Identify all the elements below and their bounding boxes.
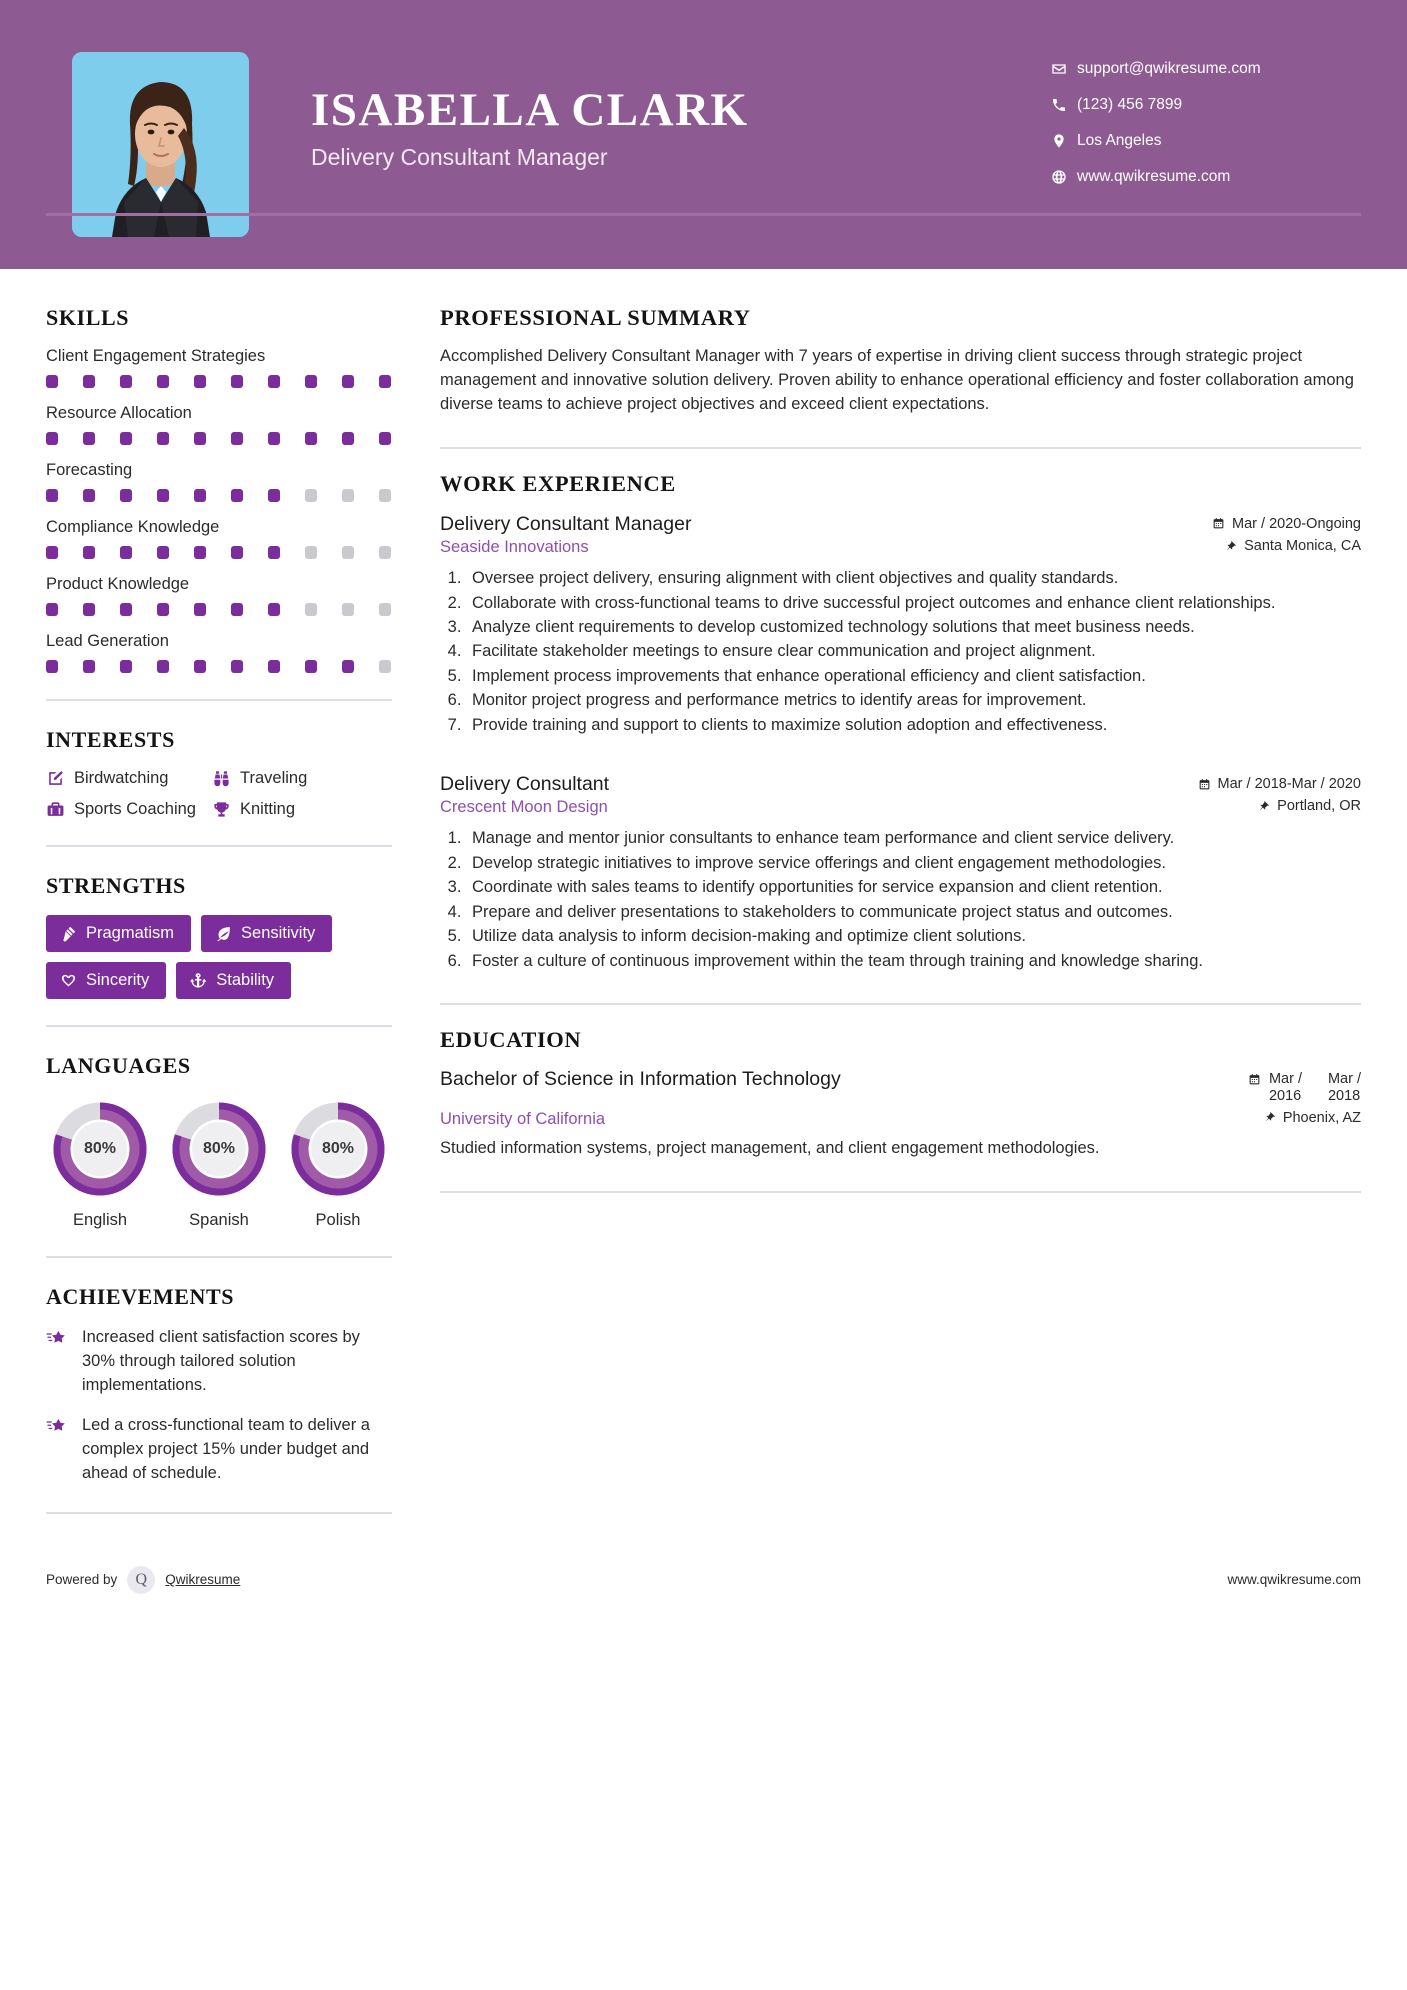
education-start-line1: Mar / [1268, 1071, 1302, 1087]
footer-branding [46, 1566, 240, 1594]
skill-name: Resource Allocation [46, 404, 192, 422]
skill-dot-filled [46, 489, 58, 502]
interest-label: Birdwatching [74, 769, 169, 787]
job-dates-text: Mar / 2020-Ongoing [1232, 515, 1361, 532]
star-burst-icon-wrap [46, 1414, 82, 1486]
interest-item [212, 769, 392, 788]
interests-list [46, 769, 392, 819]
job-bullet: 6. Foster a culture of continuous improvement within the team through training and knowledge sharing. [466, 950, 1361, 973]
skill-dot-filled [120, 660, 132, 673]
skill-dot-filled [268, 546, 280, 559]
skill-dot-filled [46, 546, 58, 559]
contact-phone[interactable] [1051, 96, 1351, 114]
calendar-icon [1212, 517, 1225, 530]
contact-website-text: www.qwikresume.com [1077, 168, 1231, 185]
language-item [167, 1099, 271, 1230]
job-bullet: 4. Prepare and deliver presentations to stakeholders to communicate project status and outcomes. [466, 901, 1361, 924]
education-end-line1: Mar / [1327, 1071, 1361, 1087]
skill-dot-filled [231, 489, 243, 502]
interest-item [212, 800, 392, 819]
divider [46, 1512, 392, 1514]
skill-dot-filled [83, 375, 95, 388]
pin-icon [1257, 800, 1270, 813]
contact-email-text: support@qwikresume.com [1077, 60, 1261, 77]
job-meta [1212, 511, 1361, 532]
education-location [1263, 1110, 1361, 1126]
skill-dot-filled [83, 603, 95, 616]
strength-label: Sincerity [86, 971, 150, 989]
education-section [440, 1027, 1361, 1161]
divider [440, 1003, 1361, 1005]
job-bullet: 7. Provide training and support to clients to maximize solution adoption and effectiveness. [466, 714, 1361, 737]
work-experience-title: WORK EXPERIENCE [440, 470, 676, 496]
skill-dot-filled [379, 375, 391, 388]
pin-icon [1224, 540, 1237, 553]
skill-rating [46, 660, 392, 673]
interests-section [46, 727, 392, 819]
education-start-line2: 2016 [1268, 1088, 1302, 1105]
job-bullet-list [440, 827, 1361, 973]
skill-rating [46, 432, 392, 445]
divider [440, 447, 1361, 449]
contact-location [1051, 132, 1351, 150]
job-header [440, 511, 1361, 536]
job-company[interactable]: Seaside Innovations [440, 538, 589, 557]
divider [440, 1191, 1361, 1193]
strength-label: Stability [216, 971, 275, 989]
job-dates [1198, 776, 1361, 792]
star-burst-icon-wrap [46, 1326, 82, 1398]
trophy-icon [212, 800, 231, 819]
skill-item [46, 575, 392, 616]
job-dates [1212, 516, 1361, 532]
job-dates-text: Mar / 2018-Mar / 2020 [1217, 776, 1361, 793]
skill-dot-filled [157, 489, 169, 502]
skill-dot-filled [46, 660, 58, 673]
strength-label: Pragmatism [86, 924, 175, 942]
education-dates [1248, 1067, 1361, 1106]
job-bullet: 1. Oversee project delivery, ensuring alignment with client objectives and quality standards. [466, 567, 1361, 590]
education-school[interactable]: University of California [440, 1109, 606, 1128]
main-column [400, 269, 1407, 1540]
skill-dot-filled [83, 432, 95, 445]
strength-chip [201, 915, 332, 952]
skill-dot-filled [46, 603, 58, 616]
strength-chip [46, 962, 166, 999]
trophy-icon-wrap [212, 800, 240, 819]
interest-label: Traveling [240, 769, 308, 787]
strengths-title: STRENGTHS [46, 873, 186, 898]
job-location [1224, 538, 1361, 554]
binoculars-icon [212, 769, 231, 788]
language-percent: 80% [83, 1140, 117, 1157]
job-header [440, 771, 1361, 796]
job-bullet-list [440, 567, 1361, 737]
summary-text: Accomplished Delivery Consultant Manager with 7 years of expertise in driving client success through strategic project management and innovative solution delivery. Proven ability to enhance operational efficiency and foster collaboration among diverse teams to achieve project objectives and exceed client expectations. [440, 347, 1354, 413]
skill-dot-empty [379, 489, 391, 502]
skill-dot-filled [46, 432, 58, 445]
skill-rating [46, 546, 392, 559]
languages-title: LANGUAGES [46, 1053, 191, 1078]
qwikresume-logo-icon: Q [127, 1566, 155, 1594]
skill-item [46, 404, 392, 445]
profile-photo [72, 52, 249, 237]
education-title: EDUCATION [440, 1027, 582, 1052]
skill-rating [46, 375, 392, 388]
binoculars-icon-wrap [212, 769, 240, 788]
summary-title: PROFESSIONAL SUMMARY [440, 305, 751, 330]
job-location-text: Portland, OR [1277, 798, 1361, 815]
skill-dot-empty [305, 489, 317, 502]
skill-name: Client Engagement Strategies [46, 347, 266, 365]
divider [46, 845, 392, 847]
page-bottom-spacer [0, 1594, 1407, 1620]
skill-dot-filled [231, 375, 243, 388]
languages-section [46, 1053, 392, 1230]
job-spacer [440, 741, 1361, 771]
job-location-text: Santa Monica, CA [1244, 538, 1361, 555]
pencil-square-icon-wrap [46, 769, 74, 788]
envelope-icon [1051, 61, 1077, 77]
name-block [249, 52, 1051, 171]
job-bullet: 2. Collaborate with cross-functional teams to drive successful project outcomes and enhance client relationships. [466, 592, 1361, 615]
achievement-item [46, 1414, 392, 1486]
skills-list [46, 347, 392, 673]
skill-dot-filled [83, 489, 95, 502]
anchor-icon-wrap [190, 972, 216, 989]
job-bullet: 5. Utilize data analysis to inform decision-making and optimize client solutions. [466, 925, 1361, 948]
achievements-list [46, 1326, 392, 1486]
skill-dot-filled [268, 432, 280, 445]
skill-dot-filled [231, 432, 243, 445]
language-name: English [72, 1211, 128, 1229]
strength-label: Sensitivity [241, 924, 316, 942]
skill-dot-filled [231, 546, 243, 559]
star-burst-icon [46, 1328, 68, 1350]
skill-dot-filled [268, 375, 280, 388]
skill-dot-filled [194, 660, 206, 673]
skill-rating [46, 603, 392, 616]
language-percent: 80% [321, 1140, 355, 1157]
job-bullet: 2. Develop strategic initiatives to improve service offerings and client engagement methodologies. [466, 852, 1361, 875]
qwikresume-link[interactable]: Qwikresume [165, 1572, 241, 1588]
skill-dot-filled [120, 432, 132, 445]
education-description: Studied information systems, project management, and client engagement methodologies. [440, 1138, 1100, 1157]
skill-dot-filled [379, 432, 391, 445]
skill-dot-filled [194, 603, 206, 616]
skill-name: Forecasting [46, 461, 133, 479]
briefcase-icon [46, 800, 65, 819]
job-role: Delivery Consultant Manager [440, 512, 692, 535]
job-bullet: 3. Analyze client requirements to develop customized technology solutions that meet business needs. [466, 616, 1361, 639]
skill-item [46, 461, 392, 502]
skill-dot-filled [120, 375, 132, 388]
phone-icon [1051, 97, 1077, 113]
skill-dot-filled [120, 489, 132, 502]
job-company[interactable]: Crescent Moon Design [440, 798, 608, 817]
contact-list [1051, 52, 1351, 204]
skill-dot-filled [305, 432, 317, 445]
skill-dot-filled [231, 603, 243, 616]
language-name: Spanish [189, 1211, 249, 1229]
skill-dot-filled [268, 660, 280, 673]
skill-dot-filled [268, 603, 280, 616]
job-entry [440, 511, 1361, 737]
briefcase-icon-wrap [46, 800, 74, 819]
contact-email[interactable] [1051, 60, 1351, 78]
strengths-section [46, 873, 392, 999]
skill-item [46, 347, 392, 388]
skill-dot-filled [268, 489, 280, 502]
powered-by-label: Powered by [46, 1572, 118, 1588]
leaf-icon-wrap [215, 925, 241, 942]
gavel-icon-wrap [60, 925, 86, 942]
job-subheader [440, 538, 1361, 557]
skill-dot-filled [157, 603, 169, 616]
skill-dot-empty [305, 603, 317, 616]
divider [46, 1025, 392, 1027]
globe-icon [1051, 169, 1077, 185]
skill-dot-filled [46, 375, 58, 388]
language-donut-chart [288, 1099, 388, 1199]
header-divider [46, 213, 1361, 216]
work-experience-section [440, 471, 1361, 973]
location-pin-icon [1051, 133, 1077, 149]
language-percent: 80% [202, 1140, 236, 1157]
achievements-title: ACHIEVEMENTS [46, 1284, 235, 1309]
skills-title: SKILLS [46, 305, 130, 330]
language-donut-chart [169, 1099, 269, 1199]
skill-dot-empty [342, 489, 354, 502]
divider [46, 699, 392, 701]
skill-dot-empty [379, 546, 391, 559]
skill-dot-filled [157, 546, 169, 559]
job-role: Delivery Consultant [440, 773, 610, 796]
achievement-item [46, 1326, 392, 1398]
job-meta [1198, 771, 1361, 792]
skill-dot-filled [305, 375, 317, 388]
footer-website: www.qwikresume.com [1227, 1572, 1361, 1588]
strengths-list [46, 915, 392, 999]
skill-dot-empty [342, 603, 354, 616]
heart-icon [60, 972, 77, 989]
skills-section [46, 305, 392, 673]
skill-item [46, 632, 392, 673]
gavel-icon [60, 925, 77, 942]
language-item [48, 1099, 152, 1230]
skill-name: Lead Generation [46, 632, 169, 650]
interest-label: Knitting [240, 800, 296, 818]
achievement-text: Led a cross-functional team to deliver a complex project 15% under budget and ahead of schedule. [82, 1415, 370, 1482]
education-start-date [1269, 1071, 1302, 1106]
candidate-job-title: Delivery Consultant Manager [311, 144, 608, 171]
strength-chip [176, 962, 291, 999]
skill-name: Compliance Knowledge [46, 518, 220, 536]
anchor-icon [190, 972, 207, 989]
job-location [1257, 798, 1361, 814]
education-location-text: Phoenix, AZ [1282, 1109, 1361, 1126]
job-bullet: 5. Implement process improvements that enhance operational efficiency and client satisfaction. [466, 665, 1361, 688]
strength-chip [46, 915, 191, 952]
sidebar [0, 269, 400, 1540]
skill-dot-filled [157, 432, 169, 445]
education-end-line2: 2018 [1327, 1088, 1361, 1105]
job-entry [440, 771, 1361, 973]
calendar-icon [1248, 1071, 1302, 1106]
education-header [440, 1067, 1361, 1106]
divider [46, 1256, 392, 1258]
contact-location-text: Los Angeles [1077, 132, 1162, 149]
job-bullet: 1. Manage and mentor junior consultants to enhance team performance and client service delivery. [466, 827, 1361, 850]
skill-dot-filled [120, 603, 132, 616]
skill-dot-filled [157, 660, 169, 673]
education-degree: Bachelor of Science in Information Technology [440, 1068, 841, 1090]
languages-list [46, 1095, 392, 1230]
skill-dot-filled [194, 546, 206, 559]
interest-label: Sports Coaching [74, 800, 196, 818]
skill-dot-filled [305, 660, 317, 673]
pin-icon [1263, 1111, 1276, 1124]
language-item [286, 1099, 390, 1230]
skill-dot-filled [83, 660, 95, 673]
interest-item [46, 800, 212, 819]
skill-dot-filled [194, 375, 206, 388]
skill-rating [46, 489, 392, 502]
star-burst-icon [46, 1416, 68, 1438]
skill-name: Product Knowledge [46, 575, 190, 593]
resume-header [0, 0, 1407, 269]
page-footer [0, 1566, 1407, 1594]
interest-item [46, 769, 212, 788]
skill-item [46, 518, 392, 559]
language-donut-chart [50, 1099, 150, 1199]
job-bullet: 3. Coordinate with sales teams to identify opportunities for service expansion and client retention. [466, 876, 1361, 899]
job-bullet: 6. Monitor project progress and performance metrics to identify areas for improvement. [466, 689, 1361, 712]
achievement-text: Increased client satisfaction scores by 30% through tailored solution implementations. [82, 1328, 360, 1394]
skill-dot-filled [157, 375, 169, 388]
skill-dot-filled [83, 546, 95, 559]
job-bullet: 4. Facilitate stakeholder meetings to ensure clear communication and project alignment. [466, 640, 1361, 663]
skill-dot-filled [194, 432, 206, 445]
jobs-list [440, 511, 1361, 973]
education-end-date [1328, 1071, 1361, 1106]
skill-dot-filled [120, 546, 132, 559]
education-subheader [440, 1110, 1361, 1129]
skill-dot-filled [342, 432, 354, 445]
summary-section [440, 305, 1361, 417]
skill-dot-empty [342, 546, 354, 559]
skill-dot-filled [194, 489, 206, 502]
candidate-name: ISABELLA CLARK [311, 84, 749, 136]
skill-dot-filled [342, 375, 354, 388]
skill-dot-empty [379, 660, 391, 673]
skill-dot-filled [231, 660, 243, 673]
skill-dot-filled [342, 660, 354, 673]
leaf-icon [215, 925, 232, 942]
calendar-icon [1198, 778, 1211, 791]
contact-website[interactable] [1051, 168, 1351, 186]
skill-dot-empty [379, 603, 391, 616]
interests-title: INTERESTS [46, 727, 175, 752]
job-subheader [440, 798, 1361, 817]
skill-dot-empty [305, 546, 317, 559]
language-name: Polish [315, 1211, 361, 1229]
heart-icon-wrap [60, 972, 86, 989]
contact-phone-text: (123) 456 7899 [1077, 96, 1183, 113]
pencil-square-icon [46, 769, 65, 788]
achievements-section [46, 1284, 392, 1486]
